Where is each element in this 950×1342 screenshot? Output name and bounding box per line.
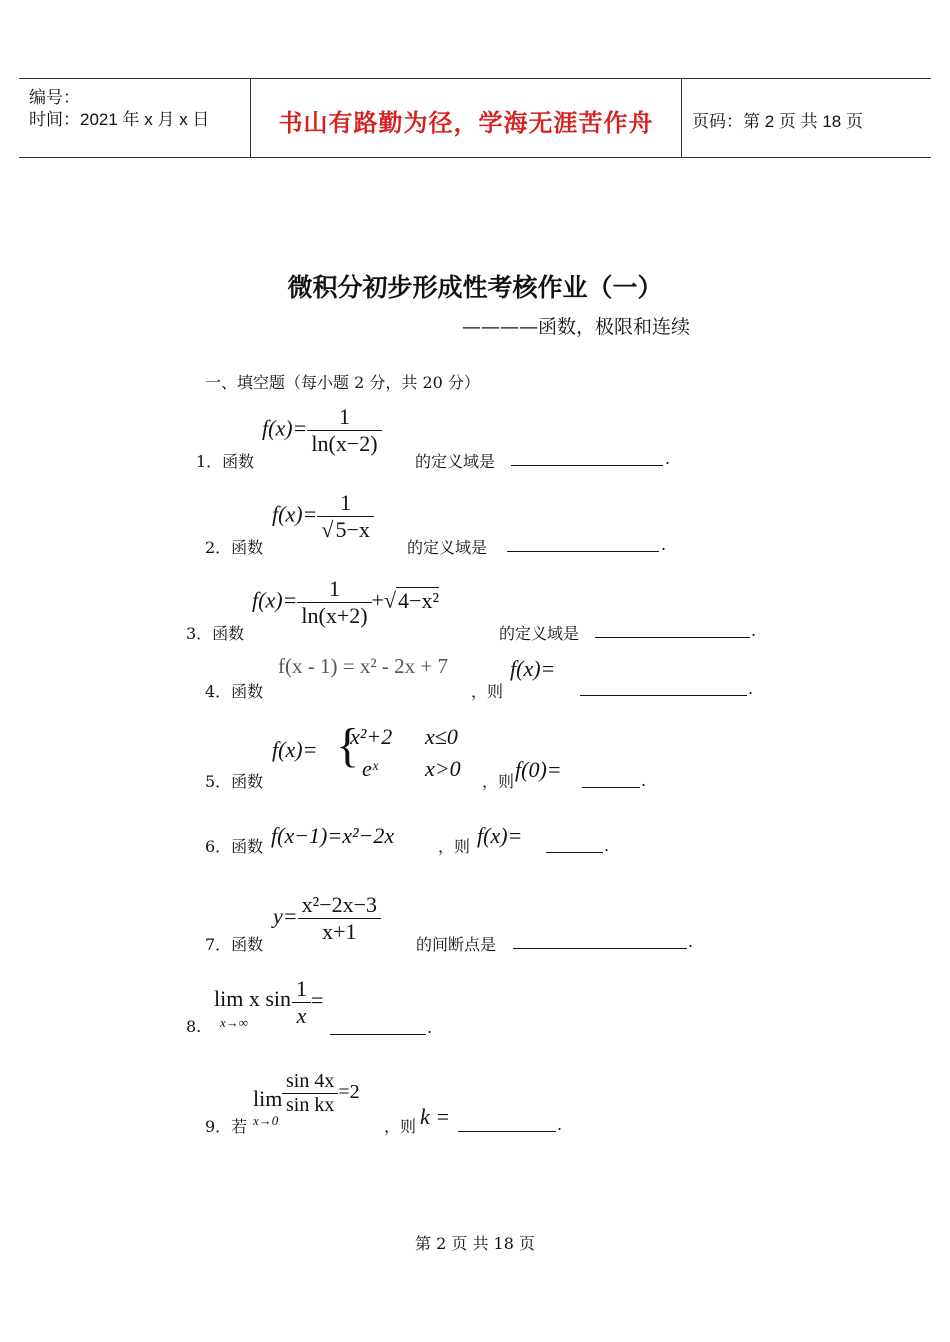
question-3-suffix: 的定义域是 [499, 624, 580, 643]
question-8-lim-sub [220, 1015, 248, 1031]
question-7-number: 7．函数 [205, 935, 264, 954]
page-number-label: 页码：第 2 页 共 18 页 [692, 112, 863, 131]
question-2-formula [272, 490, 374, 543]
q2-denominator: √5−x [321, 517, 370, 542]
question-5-target [515, 757, 562, 783]
q9-sub-text: x→0 [253, 1113, 279, 1128]
header-meta-cell [19, 79, 251, 157]
question-8-fraction [292, 976, 323, 1029]
page-footer: 第 2 页 共 18 页 [415, 1234, 535, 1253]
question-7-answer-blank[interactable] [513, 948, 687, 949]
q8-equals: = [311, 987, 324, 1013]
question-5-answer-blank[interactable] [582, 787, 640, 788]
q9-target-text: k = [420, 1104, 451, 1129]
question-6-answer-blank[interactable] [546, 852, 603, 853]
header-page-cell [682, 79, 930, 157]
question-9-suffix: ，则 [384, 1117, 417, 1136]
q7-denominator: x+1 [322, 919, 357, 944]
q5-case-1 [350, 724, 392, 750]
q9-numerator: sin 4x [282, 1070, 338, 1094]
q3-lhs: f(x)= [252, 587, 298, 613]
section-heading: 一、填空题（每小题 2 分，共 20 分） [205, 373, 480, 392]
q4-target-text: f(x)= [510, 656, 556, 681]
q1-numerator: 1 [307, 404, 381, 431]
q7-fraction [298, 892, 381, 945]
motto: 书山有路勤为径，学海无涯苦作舟 [278, 109, 654, 137]
q9-equals: =2 [338, 1081, 360, 1104]
q7-numerator: x²−2x−3 [298, 892, 381, 919]
question-2-number: 2．函数 [205, 538, 264, 557]
question-7-period: . [688, 932, 694, 951]
q2-numerator: 1 [317, 490, 374, 517]
question-1-formula [262, 404, 382, 457]
page-title: 微积分初步形成性考核作业（一） [287, 273, 663, 302]
question-8-number: 8. [186, 1017, 202, 1036]
document-number-label: 编号： [29, 88, 80, 107]
question-9-fraction [282, 1070, 360, 1117]
q5-case-2-expr: eˣ [362, 756, 378, 781]
q5-brace: { [336, 719, 360, 772]
question-4-period: . [748, 679, 754, 698]
q2-lhs: f(x)= [272, 501, 318, 527]
q8-denominator [292, 1003, 311, 1029]
question-5-lhs [272, 737, 317, 763]
q8-fraction [292, 976, 311, 1029]
question-3-number: 3．函数 [186, 624, 245, 643]
question-8-period: . [427, 1018, 433, 1037]
q1-fraction [307, 404, 381, 457]
page-subtitle: ————函数，极限和连续 [462, 316, 691, 338]
q3-numerator: 1 [297, 576, 371, 603]
q8-lim-text: lim x sin [214, 986, 292, 1011]
question-9-answer-blank[interactable] [458, 1131, 556, 1132]
q9-lim-text: lim [253, 1086, 283, 1111]
q5-cond-1 [425, 724, 458, 750]
q2-fraction [317, 490, 374, 543]
question-1-period: . [665, 449, 671, 468]
question-4-answer-blank[interactable] [580, 695, 747, 696]
question-4-target [510, 656, 555, 682]
q7-lhs: y= [273, 903, 298, 929]
q3-plus: + [371, 587, 384, 613]
q5-cond-1-expr: x≤0 [425, 724, 458, 749]
question-6-period: . [604, 836, 610, 855]
q1-lhs: f(x)= [262, 415, 308, 441]
q9-denominator: sin kx [286, 1094, 335, 1116]
header-motto-cell [251, 79, 682, 157]
question-2-answer-blank[interactable] [507, 551, 659, 552]
q5-cond-2-expr: x>0 [425, 756, 461, 781]
q6-given-text: f(x−1)=x²−2x [271, 823, 395, 848]
question-1-number: 1．函数 [196, 452, 255, 471]
q2-radicand: 5−x [335, 517, 370, 542]
question-9-lim-sub [253, 1113, 278, 1129]
q5-case-1-expr: x²+2 [350, 724, 393, 749]
q1-denominator: ln(x−2) [311, 431, 378, 456]
question-2-period: . [661, 535, 667, 554]
question-9-lim [253, 1086, 282, 1112]
question-8-lim [214, 986, 291, 1012]
q5-target-text: f(0)= [515, 757, 562, 782]
q3-radicand: 4−x² [398, 587, 440, 613]
question-4-given: f(x - 1) = x² - 2x + 7 [278, 654, 448, 678]
question-4-suffix: ，则 [471, 682, 504, 701]
q3-denominator: ln(x+2) [301, 603, 368, 628]
question-3-period: . [751, 621, 757, 640]
question-2-suffix: 的定义域是 [407, 538, 488, 557]
q5-cond-2 [425, 756, 461, 782]
question-3-formula: f(x)= $\frac{1}{\ln(x+2)}$ +√4−x² [252, 576, 440, 628]
question-6-suffix: ，则 [438, 837, 471, 856]
question-4-number: 4．函数 [205, 682, 264, 701]
q8-numerator: 1 [292, 976, 311, 1003]
q6-target-text: f(x)= [477, 823, 523, 848]
question-5-suffix: ，则 [482, 772, 515, 791]
question-6-number: 6．函数 [205, 837, 264, 856]
question-3-answer-blank[interactable] [595, 637, 750, 638]
question-9-period: . [557, 1115, 563, 1134]
question-7-formula [273, 892, 381, 945]
question-1-answer-blank[interactable] [511, 465, 663, 466]
q5-lhs-text: f(x)= [272, 737, 318, 762]
question-9-number: 9．若 [205, 1117, 248, 1136]
document-time-label: 时间：2021 年 x 月 x 日 [29, 110, 210, 129]
question-9-target [420, 1104, 450, 1130]
q8-sub-text: x→∞ [220, 1015, 249, 1030]
question-5-number: 5．函数 [205, 772, 264, 791]
question-6-given [271, 823, 394, 849]
question-5-period: . [641, 771, 647, 790]
page-header [19, 78, 931, 158]
q9-fraction [282, 1070, 338, 1117]
question-6-target [477, 823, 522, 849]
q5-case-2 [362, 756, 378, 782]
q3-fraction [297, 576, 371, 629]
question-7-suffix: 的间断点是 [416, 935, 497, 954]
question-8-answer-blank[interactable] [330, 1034, 426, 1035]
question-1-suffix: 的定义域是 [415, 452, 496, 471]
q8-den-text: x [296, 1003, 307, 1028]
